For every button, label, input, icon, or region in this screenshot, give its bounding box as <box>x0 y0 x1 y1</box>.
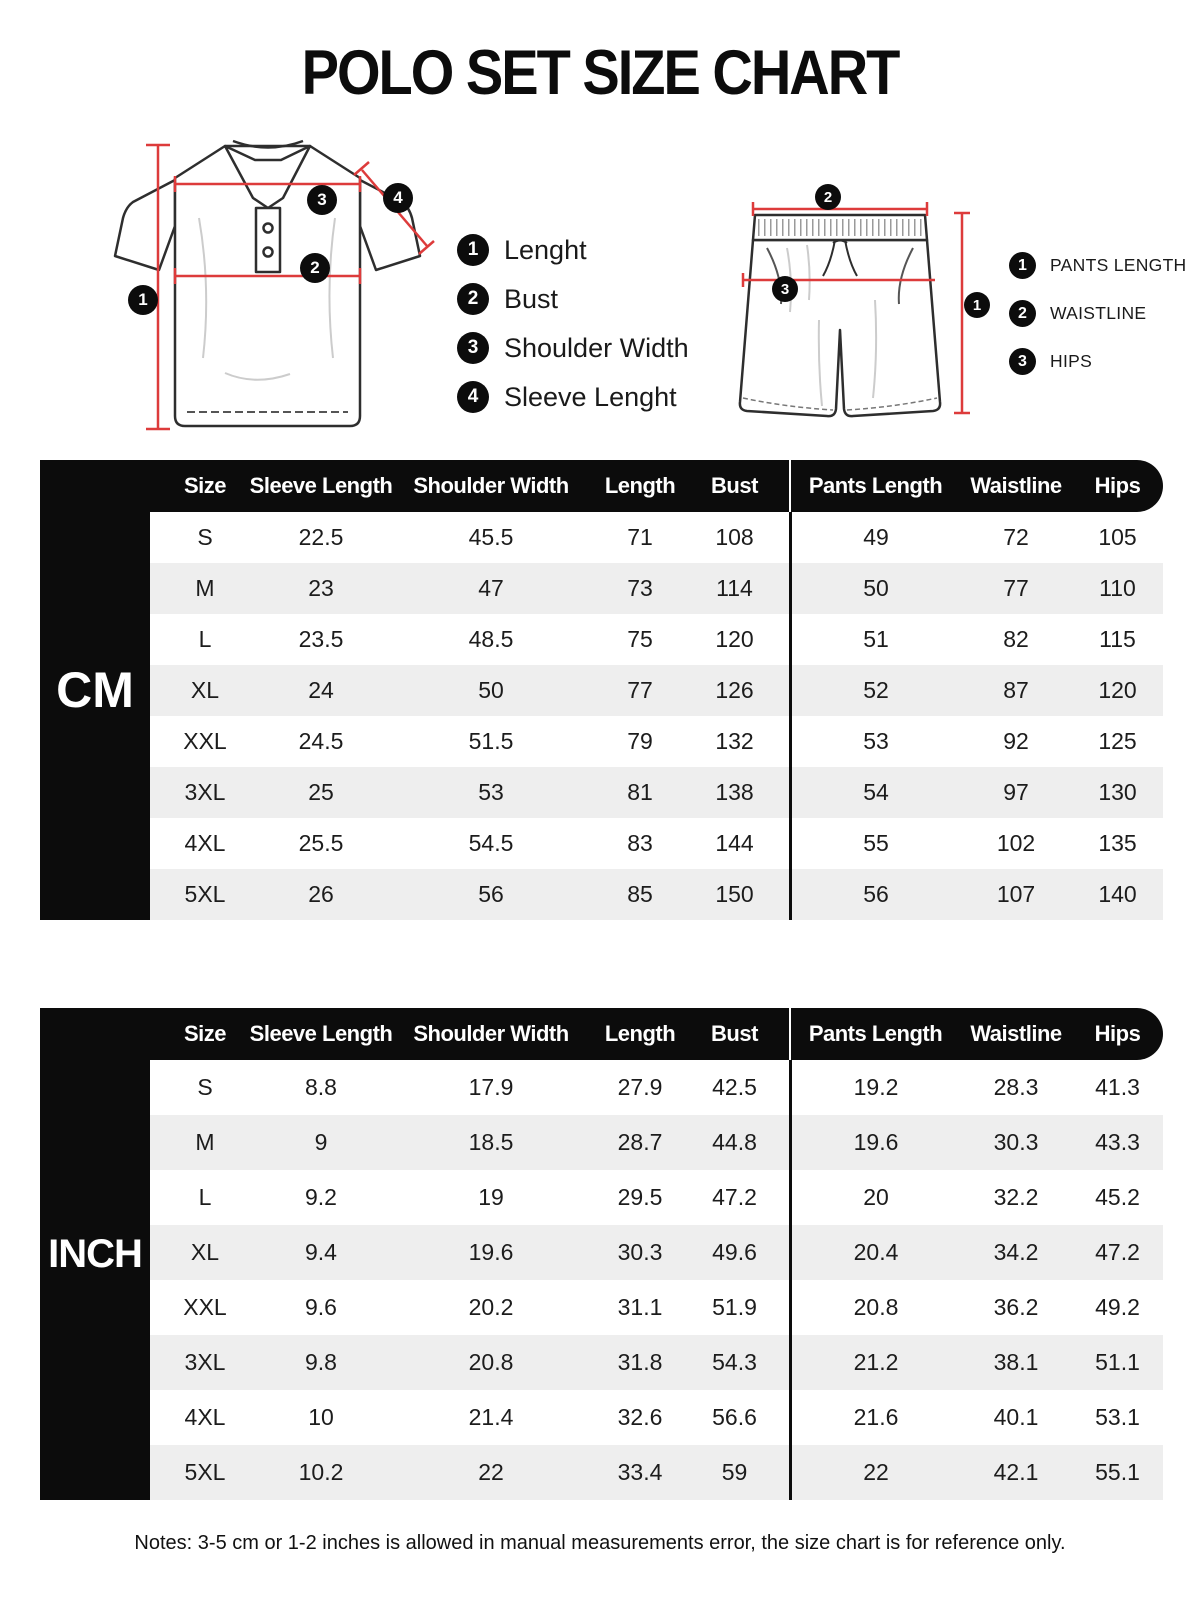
legend-number-badge: 4 <box>457 381 489 413</box>
cell-shoulder-width: 54.5 <box>468 830 514 856</box>
cell-pants-length: 20.4 <box>789 1225 960 1280</box>
cell-sleeve-length: 9.4 <box>305 1239 337 1265</box>
cell-shoulder-width: 21.4 <box>468 1404 514 1430</box>
cell-shoulder-width: 47 <box>478 575 504 601</box>
cell-pants-length: 49 <box>789 512 960 563</box>
cell-size: XXL <box>183 728 227 754</box>
cell-size: 5XL <box>184 1459 226 1485</box>
cell-length: 31.1 <box>617 1294 663 1320</box>
table-header-inch <box>40 1008 1163 1060</box>
cell-length: 71 <box>627 524 653 550</box>
cell-length: 85 <box>627 881 653 907</box>
table-row <box>150 818 1163 869</box>
cell-size: 3XL <box>184 1349 226 1375</box>
unit-label-cm: CM <box>40 460 150 920</box>
col-header-waistline: Waistline <box>970 1021 1062 1046</box>
legend-item-label: Shoulder Width <box>504 332 689 363</box>
legend-number-badge: 2 <box>457 283 489 315</box>
cell-length: 81 <box>627 779 653 805</box>
table-row <box>150 1390 1163 1445</box>
page-title: POLO SET SIZE CHART <box>301 37 899 108</box>
cell-length: 32.6 <box>617 1404 663 1430</box>
cell-hips: 110 <box>1099 575 1136 601</box>
cell-length: 73 <box>627 575 653 601</box>
cell-bust: 108 <box>715 524 754 550</box>
cell-bust: 120 <box>715 626 754 652</box>
cell-size: 5XL <box>184 881 226 907</box>
table-row <box>150 716 1163 767</box>
table-row <box>150 1335 1163 1390</box>
cell-shoulder-width: 19 <box>478 1184 504 1210</box>
shorts-marker-waistline: 2 <box>815 184 841 210</box>
cell-waistline: 38.1 <box>993 1349 1039 1375</box>
cell-length: 75 <box>627 626 653 652</box>
cell-pants-length: 53 <box>789 716 960 767</box>
cell-pants-length: 21.2 <box>789 1335 960 1390</box>
cell-sleeve-length: 10.2 <box>298 1459 344 1485</box>
cell-pants-length: 20.8 <box>789 1280 960 1335</box>
cell-waistline: 36.2 <box>993 1294 1039 1320</box>
polo-marker-length: 1 <box>128 285 158 315</box>
cell-hips: 105 <box>1098 524 1137 550</box>
cell-bust: 44.8 <box>712 1129 757 1155</box>
cell-size: 4XL <box>184 830 226 856</box>
cell-waistline: 72 <box>1003 524 1029 550</box>
polo-legend <box>457 234 689 430</box>
cell-shoulder-width: 53 <box>478 779 504 805</box>
cell-shoulder-width: 22 <box>478 1459 504 1485</box>
cell-bust: 150 <box>715 881 754 907</box>
cell-sleeve-length: 25 <box>308 779 334 805</box>
cell-bust: 144 <box>715 830 754 856</box>
cell-size: S <box>197 1074 213 1100</box>
cell-bust: 132 <box>715 728 754 754</box>
cell-bust: 126 <box>715 677 754 703</box>
cell-sleeve-length: 9.6 <box>305 1294 337 1320</box>
cell-sleeve-length: 23.5 <box>298 626 344 652</box>
unit-label-inch: INCH <box>40 1008 150 1500</box>
cell-sleeve-length: 9.2 <box>305 1184 337 1210</box>
cell-hips: 51.1 <box>1095 1349 1140 1375</box>
cell-waistline: 30.3 <box>993 1129 1039 1155</box>
size-table-cm <box>40 460 1163 920</box>
cell-hips: 47.2 <box>1095 1239 1140 1265</box>
cell-hips: 115 <box>1099 626 1136 652</box>
table-rows-inch <box>150 1060 1163 1500</box>
size-table-inch <box>40 1008 1163 1500</box>
col-header-waistline: Waistline <box>970 473 1062 498</box>
cell-length: 28.7 <box>617 1129 663 1155</box>
legend-item-label: PANTS LENGTH <box>1050 255 1187 275</box>
legend-item-label: Bust <box>504 283 559 314</box>
polo-marker-shoulder: 3 <box>307 185 337 215</box>
shorts-legend <box>1009 252 1187 396</box>
cell-shoulder-width: 18.5 <box>468 1129 514 1155</box>
legend-item-label: Lenght <box>504 234 587 265</box>
table-row <box>150 512 1163 563</box>
cell-shoulder-width: 20.8 <box>468 1349 514 1375</box>
cell-sleeve-length: 26 <box>308 881 334 907</box>
legend-number-badge: 1 <box>457 234 489 266</box>
cell-size: L <box>198 1184 212 1210</box>
legend-number-badge: 3 <box>457 332 489 364</box>
polo-shirt-diagram <box>95 118 440 448</box>
cell-pants-length: 20 <box>789 1170 960 1225</box>
cell-hips: 135 <box>1098 830 1137 856</box>
shorts-marker-pants-length: 1 <box>964 292 990 318</box>
cell-size: M <box>195 575 215 601</box>
cell-hips: 125 <box>1098 728 1137 754</box>
shorts-marker-hips: 3 <box>772 276 798 302</box>
table-row <box>150 1445 1163 1500</box>
col-header-bust: Bust <box>711 473 758 498</box>
legend-number-badge: 1 <box>1009 252 1036 279</box>
cell-waistline: 82 <box>1003 626 1029 652</box>
legend-number-badge: 2 <box>1009 300 1036 327</box>
cell-size: S <box>197 524 213 550</box>
cell-pants-length: 21.6 <box>789 1390 960 1445</box>
cell-hips: 45.2 <box>1095 1184 1140 1210</box>
cell-hips: 120 <box>1098 677 1137 703</box>
cell-length: 83 <box>627 830 653 856</box>
cell-hips: 41.3 <box>1095 1074 1140 1100</box>
cell-waistline: 87 <box>1003 677 1029 703</box>
cell-sleeve-length: 24.5 <box>298 728 344 754</box>
cell-shoulder-width: 19.6 <box>468 1239 514 1265</box>
cell-bust: 49.6 <box>712 1239 757 1265</box>
legend-item <box>1009 252 1187 279</box>
cell-pants-length: 19.6 <box>789 1115 960 1170</box>
col-header-length: Length <box>604 473 676 498</box>
cell-length: 79 <box>627 728 653 754</box>
cell-waistline: 77 <box>1003 575 1029 601</box>
cell-length: 31.8 <box>617 1349 663 1375</box>
cell-shoulder-width: 48.5 <box>468 626 514 652</box>
cell-pants-length: 22 <box>789 1445 960 1500</box>
table-row <box>150 767 1163 818</box>
cell-sleeve-length: 8.8 <box>305 1074 337 1100</box>
legend-item-label: HIPS <box>1050 351 1093 371</box>
cell-size: XXL <box>183 1294 227 1320</box>
cell-length: 27.9 <box>617 1074 663 1100</box>
table-row <box>150 869 1163 920</box>
table-row <box>150 1280 1163 1335</box>
cell-hips: 55.1 <box>1095 1459 1140 1485</box>
legend-item <box>457 381 689 413</box>
polo-marker-bust: 2 <box>300 253 330 283</box>
col-header-hips: Hips <box>1094 473 1141 498</box>
cell-waistline: 97 <box>1003 779 1029 805</box>
cell-shoulder-width: 51.5 <box>468 728 514 754</box>
table-row <box>150 665 1163 716</box>
col-header-sleeve-length: Sleeve Length <box>249 1021 393 1046</box>
cell-waistline: 42.1 <box>993 1459 1039 1485</box>
cell-size: XL <box>190 677 220 703</box>
cell-hips: 53.1 <box>1095 1404 1140 1430</box>
cell-bust: 51.9 <box>712 1294 757 1320</box>
cell-hips: 43.3 <box>1095 1129 1140 1155</box>
cell-length: 33.4 <box>617 1459 663 1485</box>
cell-waistline: 107 <box>996 881 1036 907</box>
legend-item <box>1009 348 1187 375</box>
cell-bust: 138 <box>715 779 754 805</box>
cell-bust: 54.3 <box>712 1349 757 1375</box>
legend-item <box>457 234 689 266</box>
cell-length: 30.3 <box>617 1239 663 1265</box>
cell-shoulder-width: 17.9 <box>468 1074 514 1100</box>
cell-size: L <box>198 626 212 652</box>
cell-waistline: 102 <box>996 830 1036 856</box>
cell-waistline: 28.3 <box>993 1074 1039 1100</box>
cell-bust: 59 <box>721 1459 748 1485</box>
cell-bust: 114 <box>716 575 753 601</box>
cell-sleeve-length: 23 <box>308 575 334 601</box>
legend-item-label: WAISTLINE <box>1050 303 1147 323</box>
cell-pants-length: 50 <box>789 563 960 614</box>
table-rows-cm <box>150 512 1163 920</box>
cell-pants-length: 56 <box>789 869 960 920</box>
legend-item <box>457 332 689 364</box>
cell-shoulder-width: 20.2 <box>468 1294 514 1320</box>
col-header-shoulder-width: Shoulder Width <box>413 473 569 498</box>
cell-pants-length: 19.2 <box>789 1060 960 1115</box>
legend-item <box>457 283 689 315</box>
cell-size: 3XL <box>184 779 226 805</box>
cell-pants-length: 52 <box>789 665 960 716</box>
cell-waistline: 32.2 <box>993 1184 1039 1210</box>
cell-size: 4XL <box>184 1404 226 1430</box>
table-row <box>150 614 1163 665</box>
cell-hips: 130 <box>1098 779 1137 805</box>
cell-waistline: 40.1 <box>993 1404 1039 1430</box>
cell-pants-length: 55 <box>789 818 960 869</box>
col-header-hips: Hips <box>1094 1021 1141 1046</box>
col-header-sleeve-length: Sleeve Length <box>249 473 393 498</box>
cell-bust: 42.5 <box>712 1074 757 1100</box>
cell-shoulder-width: 56 <box>478 881 504 907</box>
legend-item-label: Sleeve Lenght <box>504 381 677 412</box>
legend-number-badge: 3 <box>1009 348 1036 375</box>
cell-sleeve-length: 9.8 <box>305 1349 337 1375</box>
col-header-size: Size <box>183 473 227 498</box>
table-header-cm <box>40 460 1163 512</box>
cell-shoulder-width: 50 <box>478 677 504 703</box>
cell-hips: 49.2 <box>1095 1294 1140 1320</box>
cell-sleeve-length: 10 <box>308 1404 334 1430</box>
cell-length: 29.5 <box>617 1184 663 1210</box>
cell-length: 77 <box>627 677 653 703</box>
col-header-length: Length <box>604 1021 676 1046</box>
table-row <box>150 1060 1163 1115</box>
table-row <box>150 1225 1163 1280</box>
cell-pants-length: 51 <box>789 614 960 665</box>
col-header-pants-length: Pants Length <box>789 460 960 512</box>
shorts-diagram <box>715 180 980 425</box>
col-header-shoulder-width: Shoulder Width <box>413 1021 569 1046</box>
cell-size: M <box>195 1129 215 1155</box>
cell-hips: 140 <box>1098 881 1137 907</box>
polo-marker-sleeve: 4 <box>383 183 413 213</box>
cell-sleeve-length: 25.5 <box>298 830 344 856</box>
cell-pants-length: 54 <box>789 767 960 818</box>
table-row <box>150 1115 1163 1170</box>
table-row <box>150 563 1163 614</box>
cell-bust: 47.2 <box>712 1184 757 1210</box>
cell-sleeve-length: 9 <box>314 1129 328 1155</box>
cell-size: XL <box>190 1239 220 1265</box>
col-header-size: Size <box>183 1021 227 1046</box>
cell-waistline: 34.2 <box>993 1239 1039 1265</box>
col-header-pants-length: Pants Length <box>789 1008 960 1060</box>
cell-shoulder-width: 45.5 <box>468 524 514 550</box>
cell-sleeve-length: 22.5 <box>298 524 344 550</box>
measurement-note: Notes: 3-5 cm or 1-2 inches is allowed in manual measurements error, the size chart is for reference only. <box>134 1532 1066 1554</box>
cell-sleeve-length: 24 <box>308 677 334 703</box>
col-header-bust: Bust <box>711 1021 758 1046</box>
table-row <box>150 1170 1163 1225</box>
cell-bust: 56.6 <box>712 1404 757 1430</box>
cell-waistline: 92 <box>1003 728 1029 754</box>
legend-item <box>1009 300 1187 327</box>
